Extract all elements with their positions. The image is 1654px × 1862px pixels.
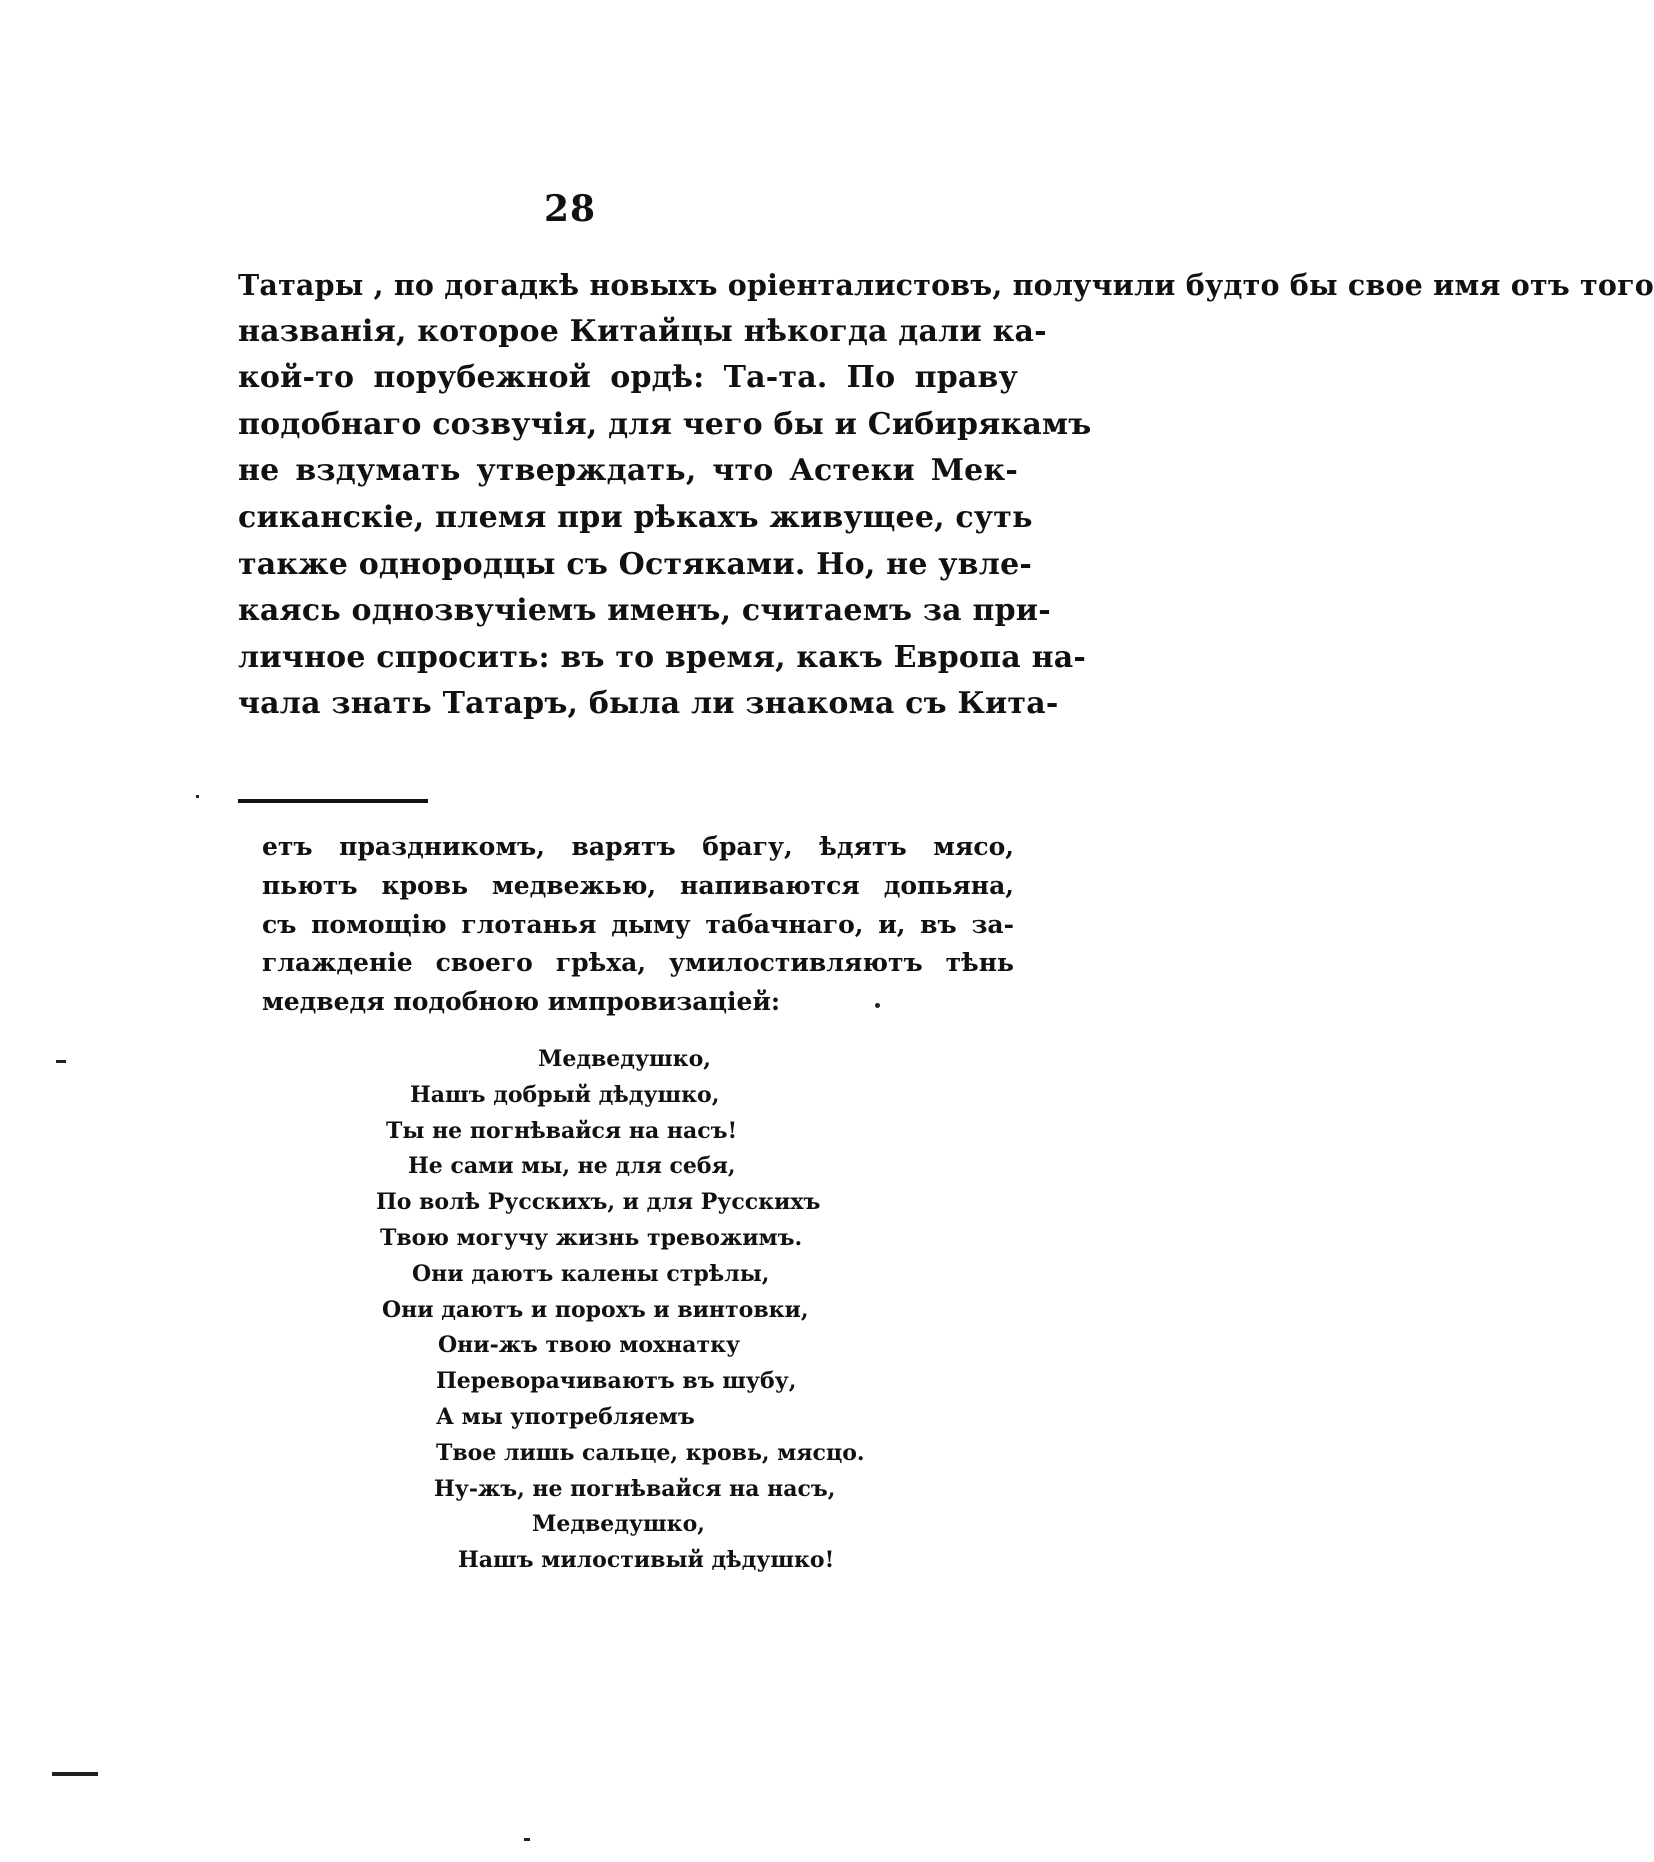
text-line: личное спросить: въ то время, какъ Европа на- (238, 639, 1087, 675)
poem-verse: Они даютъ калены стрѣлы, (412, 1260, 770, 1287)
scan-mark (56, 1060, 66, 1063)
poem-verse: Медведушко, (532, 1511, 705, 1538)
poem-verse: Твою могучу жизнь тревожимъ. (380, 1224, 803, 1251)
poem-verse: Они даютъ и порохъ и винтовки, (382, 1296, 809, 1323)
footnote-line: съ помощію глотанья дыму табачнаго, и, въ за- (262, 909, 1014, 939)
text-line: подобнаго созвучія, для чего бы и Сибирякамъ (238, 406, 1092, 442)
poem-verse: Нашъ милостивый дѣдушко! (458, 1547, 835, 1574)
poem-verse: Нашъ добрый дѣдушко, (410, 1081, 720, 1108)
poem-verse: Медведушко, (538, 1046, 711, 1072)
scan-mark (524, 1838, 530, 1841)
poem-verse: Твое лишь сальце, кровь, мясцо. (436, 1439, 865, 1466)
poem-verse: Ты не погнѣвайся на насъ! (386, 1117, 738, 1144)
text-line: также однородцы съ Остяками. Но, не увле- (238, 546, 1033, 582)
poem-verse: Не сами мы, не для себя, (408, 1153, 736, 1180)
poem-verse: А мы употребляемъ (436, 1403, 695, 1430)
poem-verse: По волѣ Русскихъ, и для Русскихъ (376, 1189, 821, 1216)
footnote-line: пьютъ кровь медвежью, напиваются допьяна, (262, 870, 1014, 900)
poem-verse: Переворачиваютъ въ шубу, (436, 1368, 797, 1395)
scan-mark (52, 1772, 98, 1776)
footnote-line: етъ праздникомъ, варятъ брагу, ѣдятъ мясо, (262, 832, 1014, 861)
poem-block (370, 1042, 890, 1579)
poem-verse: Ну-жъ, не погнѣвайся на насъ, (434, 1475, 836, 1502)
text-line: названія, которое Китайцы нѣкогда дали ка- (238, 313, 1047, 349)
text-line: кой-то порубежной ордѣ: Та-та. По праву (238, 360, 1018, 396)
scan-mark (196, 795, 199, 798)
scan-mark (875, 1003, 880, 1008)
text-line: чала знать Татаръ, была ли знакома съ Кита- (238, 686, 1059, 722)
footnote-line: глажденіе своего грѣха, умилостивляютъ тѣнь (262, 948, 1014, 978)
page-number: 28 (543, 188, 597, 230)
text-line: каясь однозвучіемъ именъ, считаемъ за при- (238, 593, 1051, 629)
text-line: сиканскіе, племя при рѣкахъ живущее, суть (238, 499, 1033, 535)
text-line: Татары , по догадкѣ новыхъ оріенталистовъ, получили будто бы свое имя отъ того (238, 268, 1654, 302)
text-line: не вздумать утверждать, что Астеки Мек- (238, 453, 1018, 489)
main-text-block (238, 262, 1654, 728)
footnote-block (262, 828, 1014, 1022)
footnote-line: медведя подобною импровизацiей: (262, 987, 781, 1017)
poem-verse: Они-жъ твою мохнатку (438, 1332, 741, 1359)
footnote-rule (238, 799, 428, 803)
